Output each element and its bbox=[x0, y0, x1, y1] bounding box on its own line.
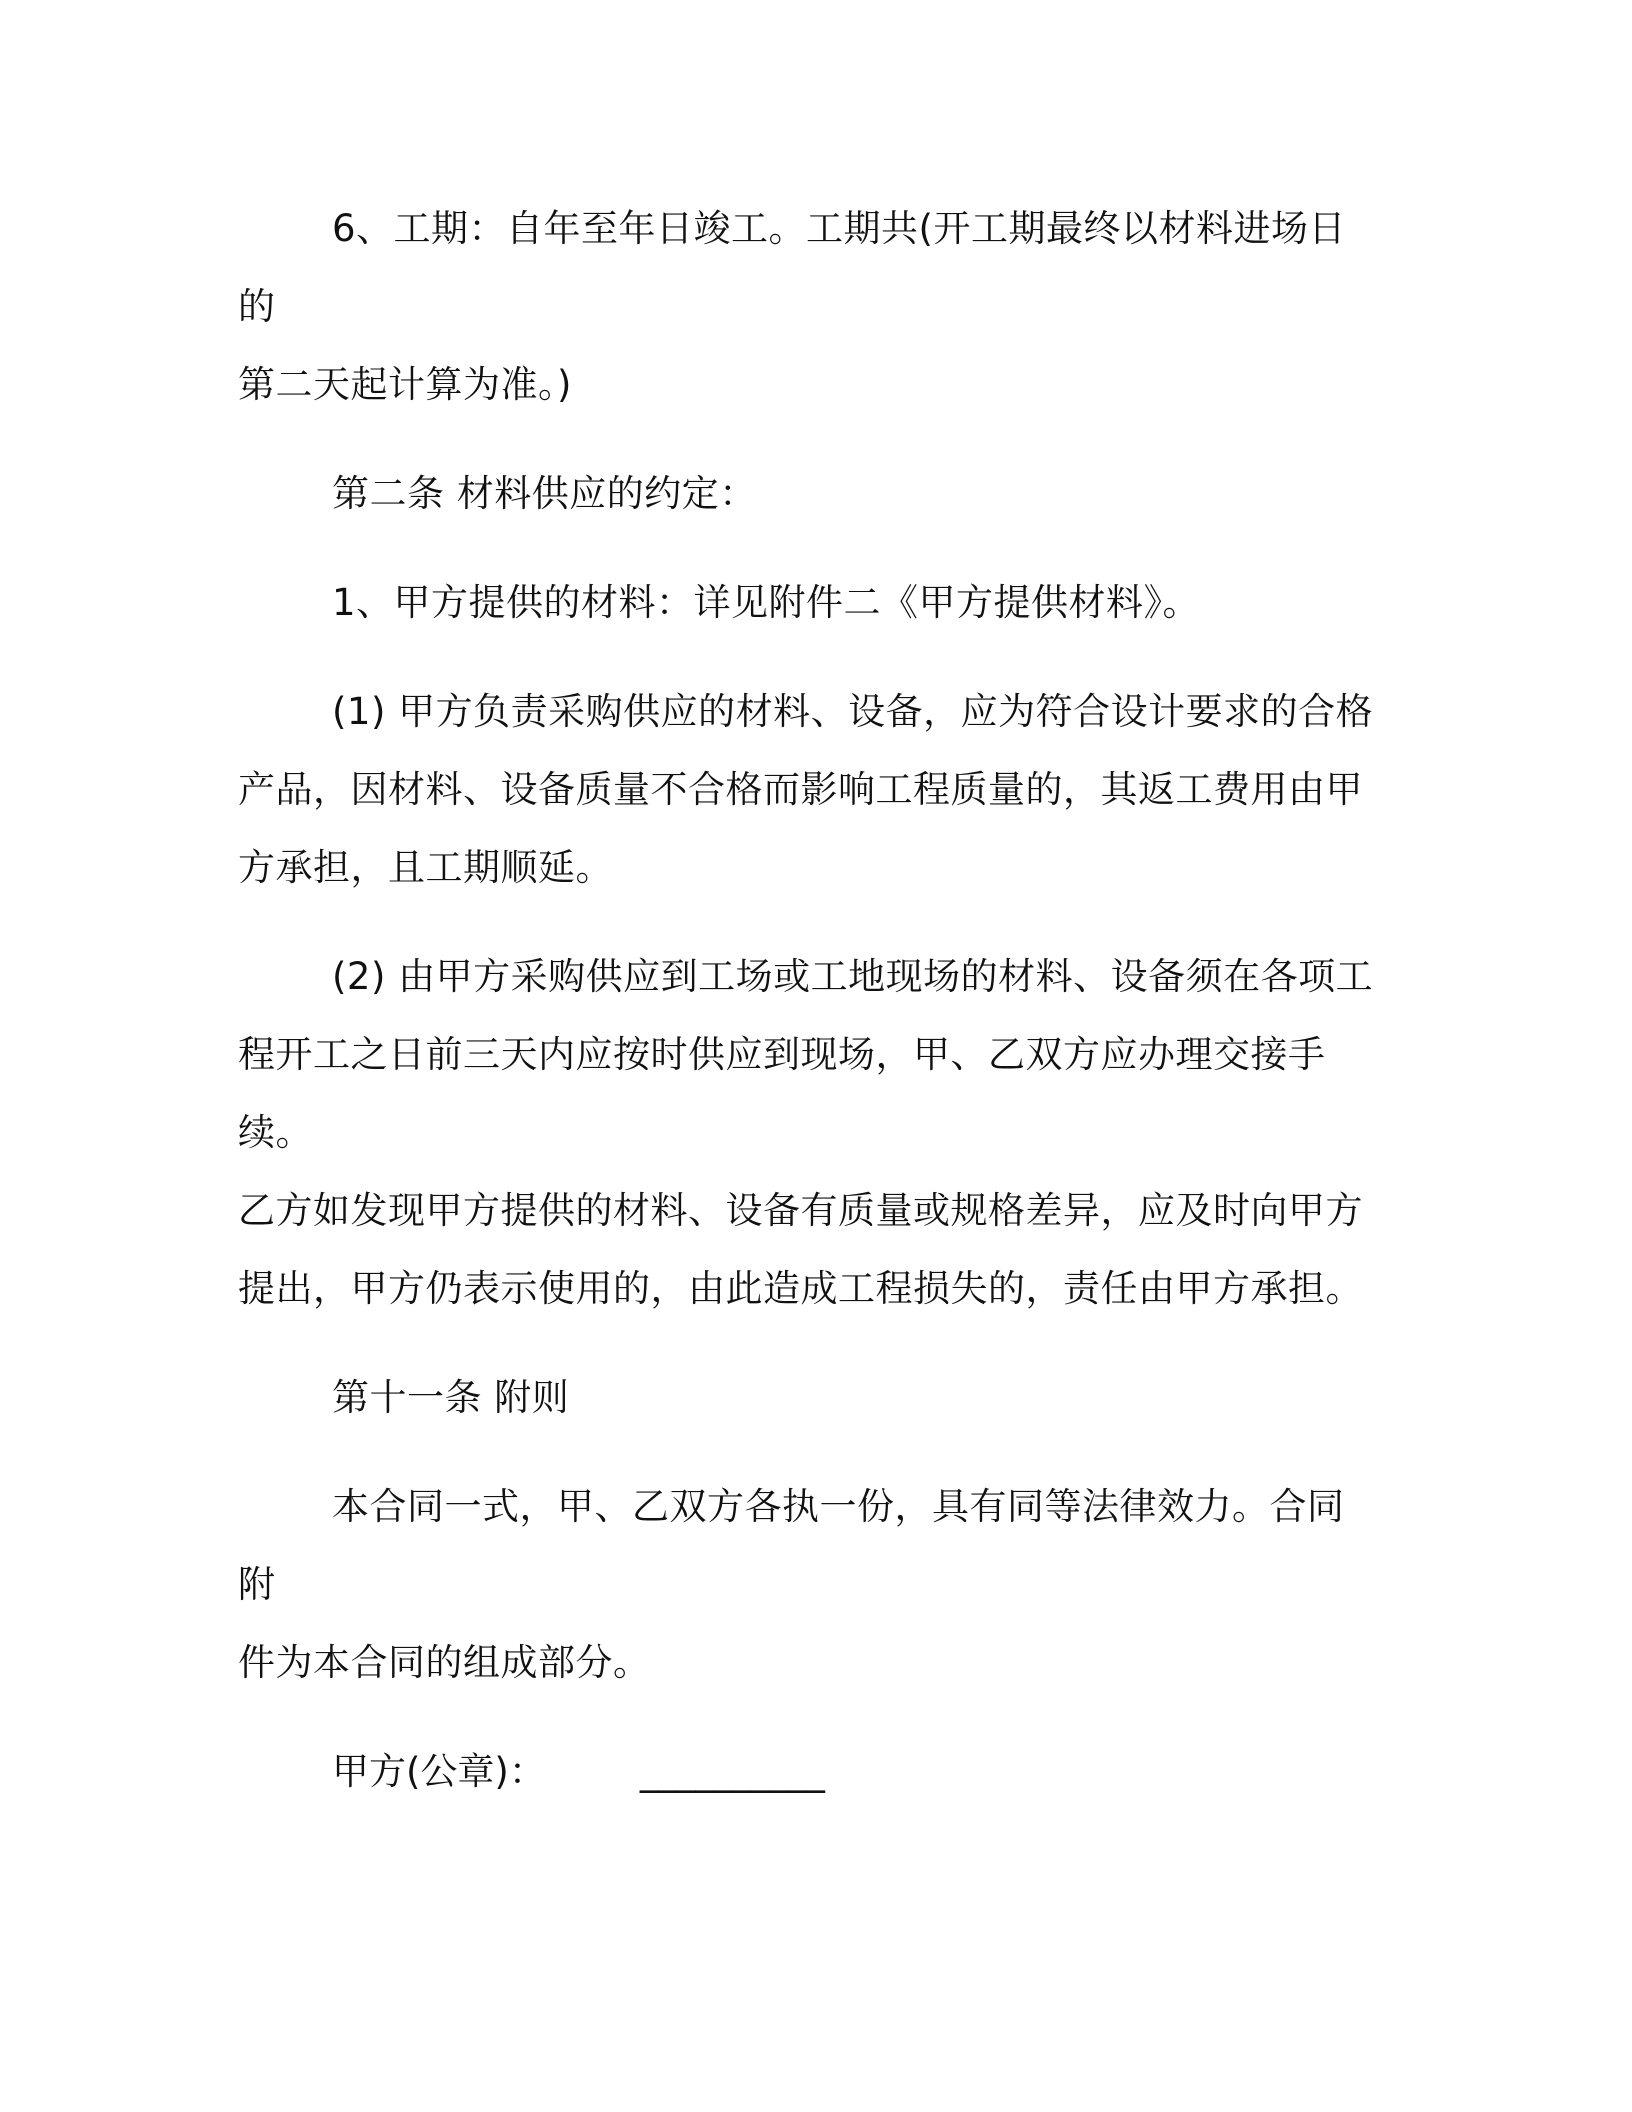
paragraph-line: 1、甲方提供的材料：详见附件二《甲方提供材料》。 bbox=[332, 581, 1201, 624]
supplementary-provisions-paragraph bbox=[238, 1468, 1380, 1702]
paragraph-line: 6、工期：自年至年日竣工。工期共(开工期最终以材料进场日的 bbox=[238, 207, 1346, 328]
paragraph-line: 程开工之日前三天内应按时供应到现场，甲、乙双方应办理交接手续。 bbox=[238, 1033, 1326, 1154]
document-body bbox=[238, 190, 1380, 1811]
paragraph-line: 件为本合同的组成部分。 bbox=[238, 1641, 651, 1684]
paragraph-line: 本合同一式，甲、乙双方各执一份，具有同等法律效力。合同附 bbox=[238, 1485, 1345, 1606]
article-11-heading bbox=[238, 1359, 1380, 1437]
sub-item-1-paragraph bbox=[238, 673, 1380, 907]
paragraph-line: 乙方如发现甲方提供的材料、设备有质量或规格差异，应及时向甲方 bbox=[238, 1189, 1363, 1232]
article-2-heading bbox=[238, 455, 1380, 533]
paragraph-line: (1) 甲方负责采购供应的材料、设备，应为符合设计要求的合格 bbox=[332, 690, 1374, 733]
heading-line: 第十一条 附则 bbox=[332, 1376, 570, 1419]
paragraph-line: 第二天起计算为准。) bbox=[238, 363, 572, 406]
heading-line: 第二条 材料供应的约定： bbox=[332, 472, 757, 515]
sub-item-2-paragraph bbox=[238, 938, 1380, 1328]
paragraph-line: 方承担，且工期顺延。 bbox=[238, 846, 613, 889]
item-1-materials-paragraph bbox=[238, 564, 1380, 642]
paragraph-line: 产品，因材料、设备质量不合格而影响工程质量的，其返工费用由甲 bbox=[238, 768, 1363, 811]
paragraph-line: 提出，甲方仍表示使用的，由此造成工程损失的，责任由甲方承担。 bbox=[238, 1267, 1363, 1310]
clause-6-schedule-paragraph bbox=[238, 190, 1380, 424]
signature-label: 甲方(公章)： bbox=[332, 1750, 546, 1793]
party-a-signature-line bbox=[238, 1733, 1380, 1811]
paragraph-line: (2) 由甲方采购供应到工场或工地现场的材料、设备须在各项工 bbox=[332, 955, 1374, 998]
signature-blank: __________ bbox=[639, 1750, 825, 1793]
